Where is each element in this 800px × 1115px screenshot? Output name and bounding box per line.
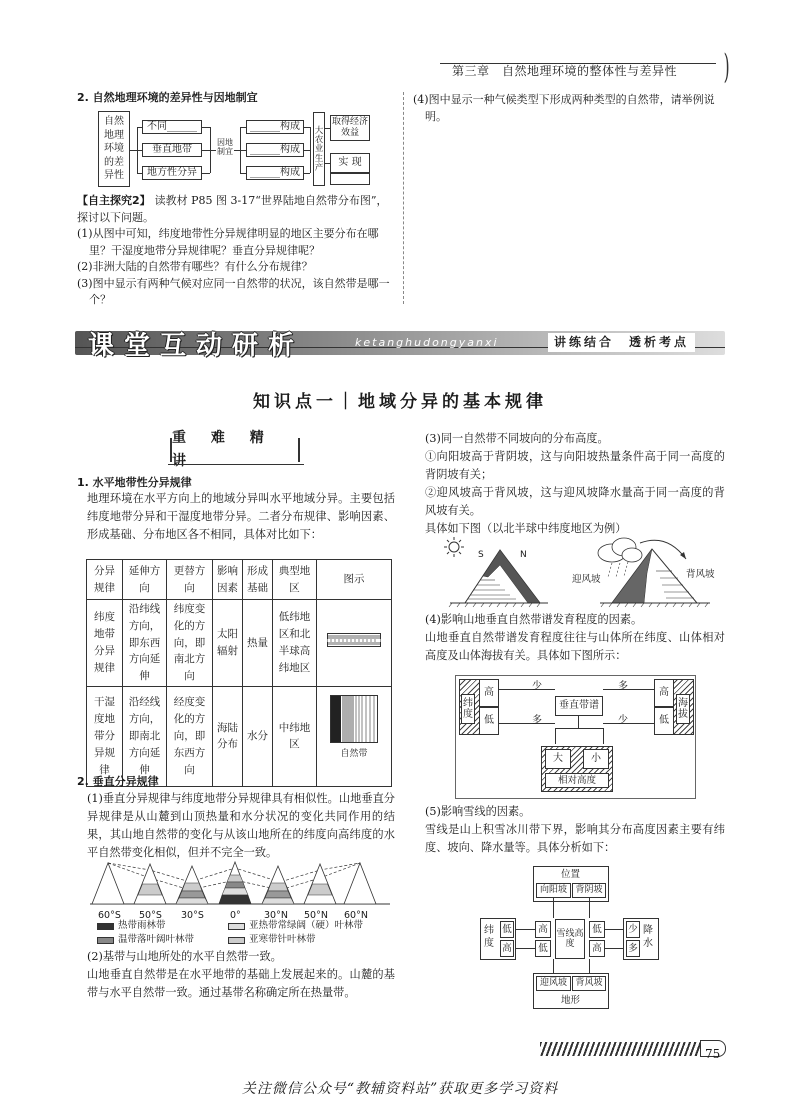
- fig3-many: 多: [626, 940, 640, 957]
- fig2-many-tr: 多: [618, 681, 628, 692]
- fig1-north-label: N: [520, 550, 527, 560]
- slope-text-a: ①向阳坡高于背阴坡，这与向阳坡热量条件高于同一高度的背阴坡有关；: [425, 449, 725, 481]
- slope-title: (3)同一自然带不同坡向的分布高度。: [425, 432, 609, 445]
- spectrum-text: 山地垂直自然带谱发育程度往往与山体所在纬度、山体相对高度及山体海拔有关。具体如下图所示：: [425, 630, 725, 662]
- sunny-shady-slope-figure: [440, 535, 550, 610]
- fig3-sunny: 向阳坡: [536, 883, 571, 898]
- diagram-outcome-2-blank: [330, 173, 370, 185]
- table-row: 干湿度地带分异规律 沿经线方向，即南北方向延伸 经度变化的方向，即东西方向 海陆分布 水分 中纬地区 自然带: [87, 686, 392, 786]
- vertical-p1: (1)垂直分异规律与纬度地带分异规律具有相似性。山地垂直分异规律是从山麓到山顶热量和水分状况的变化共同作用的结果，其山地自然带的变化与从该山地所在的纬度向高纬度的水平自然带变化相似，但并不完全一致。: [87, 792, 395, 859]
- fig3-left-high: 高: [535, 921, 551, 938]
- zonation-comparison-table: [86, 559, 392, 787]
- fig1-windward-label: 迎风坡: [572, 574, 601, 585]
- knowledge-point-title: 知识点一｜地域分异的基本规律: [253, 392, 547, 412]
- spectrum-title: (4)影响山地垂直自然带谱发育程度的因素。: [425, 613, 643, 626]
- diagram-result-1: ______构成: [246, 120, 304, 134]
- vertical-p3: 山地垂直自然带是在水平地带的基础上发展起来的。山麓的基带与水平自然带一致。通过基带名称确定所在热量带。: [87, 968, 395, 999]
- fig3-leeward: 背风坡: [572, 976, 606, 991]
- th-figure: 图示: [317, 560, 392, 600]
- explore-q2: (2)非洲大陆的自然带有哪些？有什么分布规律？: [77, 260, 313, 273]
- fig2-many-bl: 多: [532, 715, 542, 726]
- lat-label: 50°S: [139, 910, 162, 921]
- fig3-right-high: 高: [589, 940, 605, 957]
- header-rule: [440, 63, 716, 64]
- right-col-text-3: [425, 803, 725, 857]
- header-bracket-decoration: ): [723, 47, 730, 87]
- fig3-left-low: 低: [535, 940, 551, 957]
- banner-title: 课堂互动研析: [88, 331, 305, 361]
- diagram-outcome-1: 取得经济效益: [330, 115, 370, 141]
- page-number-decoration: [540, 1042, 700, 1056]
- legend-label: 亚寒带针叶林带: [249, 934, 316, 945]
- diagram-result-3: ______构成: [246, 166, 304, 180]
- chapter-title: 第三章 自然地理环境的整体性与差异性: [452, 64, 678, 78]
- explore-section: [77, 193, 395, 309]
- latitudinal-zone-icon: [327, 633, 381, 647]
- horizontal-text: 地理环境在水平方向上的地域分异叫水平地域分异。主要包括纬度地带分异和干湿度地带分异。二者分布规律、影响因素、形成基础、分布地区各不相同，具体对比如下：: [87, 492, 395, 541]
- latitudinal-zone-figure: [317, 600, 392, 687]
- slope-text-c: 具体如下图（以北半球中纬度地区为例）: [425, 521, 627, 535]
- lat-label: 30°N: [264, 910, 288, 921]
- legend-swatch: [228, 923, 245, 930]
- th-extend: 延伸方向: [123, 560, 167, 600]
- snowline-text: 雪线是山上积雪冰川带下界，影响其分布高度因素主要有纬度、坡向、降水量等。具体分析如下：: [425, 822, 725, 854]
- legend-label: 热带雨林带: [118, 920, 166, 931]
- fig2-right-low: 低: [654, 707, 674, 735]
- diagram-agri-label: 大农业生产: [313, 112, 325, 186]
- fig2-right-high: 高: [654, 679, 674, 707]
- footer-note: 关注微信公众号“教辅资料站”获取更多学习资料: [241, 1081, 559, 1097]
- banner-subtitle: 讲练结合 透析考点: [548, 333, 695, 352]
- explore-title: 【自主探究2】: [77, 194, 151, 207]
- fig2-left-low: 低: [479, 707, 499, 735]
- th-region: 典型地区: [273, 560, 317, 600]
- column-divider: [403, 92, 404, 304]
- banner-pinyin: ketanghudongyanxi: [355, 336, 499, 349]
- diagram-left-label: 自然 地理 环境 的差 异性: [98, 111, 130, 187]
- th-law: 分异规律: [87, 560, 123, 600]
- snowline-title: (5)影响雪线的因素。: [425, 805, 531, 818]
- fig2-big: 大: [545, 749, 571, 769]
- fig3-lat: 纬度: [484, 925, 494, 949]
- fig3-few: 少: [626, 921, 640, 938]
- fig3-windward: 迎风坡: [536, 976, 571, 991]
- fig2-rel-height: 相对高度: [545, 773, 609, 788]
- right-col-text-2: [425, 611, 725, 665]
- latitude-mountains-figure: [90, 858, 390, 908]
- lat-label: 50°N: [304, 910, 328, 921]
- diagram-outcome-2: 实 现: [330, 153, 370, 173]
- lat-label: 60°S: [98, 910, 121, 921]
- lat-label: 30°S: [181, 910, 204, 921]
- th-basis: 形成基础: [243, 560, 273, 600]
- vertical-title: 2. 垂直分异规律: [77, 775, 159, 788]
- th-replace: 更替方向: [167, 560, 213, 600]
- explore-intro: 读教材 P85 图 3-17“世界陆地自然带分布图”，探讨以下问题。: [77, 194, 388, 224]
- explore-q3: (3)图中显示有两种气候对应同一自然带的状况，该自然带是哪一个？: [77, 276, 390, 306]
- fig3-position: 位置: [561, 869, 581, 880]
- fig3-lat-low: 低: [500, 921, 514, 938]
- legend-label: 温带落叶阔叶林带: [118, 934, 195, 945]
- legend-label: 亚热带常绿阔（硬）叶林带: [249, 920, 364, 931]
- section2-title: 2. 自然地理环境的差异性与因地制宜: [77, 91, 258, 104]
- fig1-leeward-label: 背风坡: [686, 569, 715, 580]
- legend-swatch: [97, 923, 114, 930]
- lat-label: 60°N: [344, 910, 368, 921]
- diagram-item-3: 地方性分异: [142, 166, 202, 180]
- legend-swatch: [228, 937, 245, 944]
- slope-text-b: ②迎风坡高于背风坡，这与迎风坡降水量高于同一高度的背风坡有关。: [425, 485, 725, 517]
- page-number: 75: [705, 1047, 721, 1061]
- fig3-center: 雪线高度: [555, 919, 585, 959]
- moisture-zone-icon: [330, 695, 378, 743]
- fig3-terrain: 地形: [561, 995, 581, 1006]
- fig2-small: 小: [583, 749, 609, 769]
- fig2-few-br: 少: [618, 715, 628, 726]
- horizontal-title: 1. 水平地带性分异规律: [77, 476, 192, 489]
- diagram-item-1: 不同______: [142, 120, 202, 134]
- fig2-lat-label: 纬度: [461, 694, 475, 724]
- table-row: 纬度地带分异规律 沿纬线方向，即东西方向延伸 纬度变化的方向，即南北方向 太阳辐射 热量 低纬地区和北半球高纬地区: [87, 600, 392, 687]
- vertical-p2: (2)基带与山地所处的水平自然带一致。: [87, 950, 282, 963]
- fig2-few-tl: 少: [532, 681, 542, 692]
- th-factor: 影响因素: [213, 560, 243, 600]
- fig2-alt-label: 海拔: [676, 694, 690, 724]
- explore-q4: (4)图中显示一种气候类型下形成两种类型的自然带，请举例说明。: [413, 93, 715, 123]
- lat-label: 0°: [230, 910, 241, 921]
- focus-title: 重 难 精 讲: [170, 438, 300, 462]
- fig3-right-low: 低: [589, 921, 605, 938]
- diagram-result-2: ______构成: [246, 143, 304, 157]
- fig3-shady: 背阴坡: [572, 883, 606, 898]
- legend-swatch: [97, 937, 114, 944]
- explore-q1: (1)从图中可知，纬度地带性分异规律明显的地区主要分布在哪里？干湿度地带分异规律呢？垂直分异规律呢？: [77, 227, 379, 257]
- fig3-precip: 降水: [643, 925, 653, 949]
- diagram-middle-label: 因地制宜: [217, 138, 233, 157]
- right-col-text-1: [425, 430, 725, 538]
- diagram-item-2: 垂直地带: [142, 143, 202, 157]
- fig2-center: 垂直带谱: [555, 696, 603, 716]
- moisture-figure-label: 自然带: [340, 748, 368, 759]
- fig3-lat-high: 高: [500, 940, 514, 957]
- fig1-south-label: S: [478, 550, 484, 560]
- fig2-left-high: 高: [479, 679, 499, 707]
- moisture-zone-figure: [317, 686, 392, 786]
